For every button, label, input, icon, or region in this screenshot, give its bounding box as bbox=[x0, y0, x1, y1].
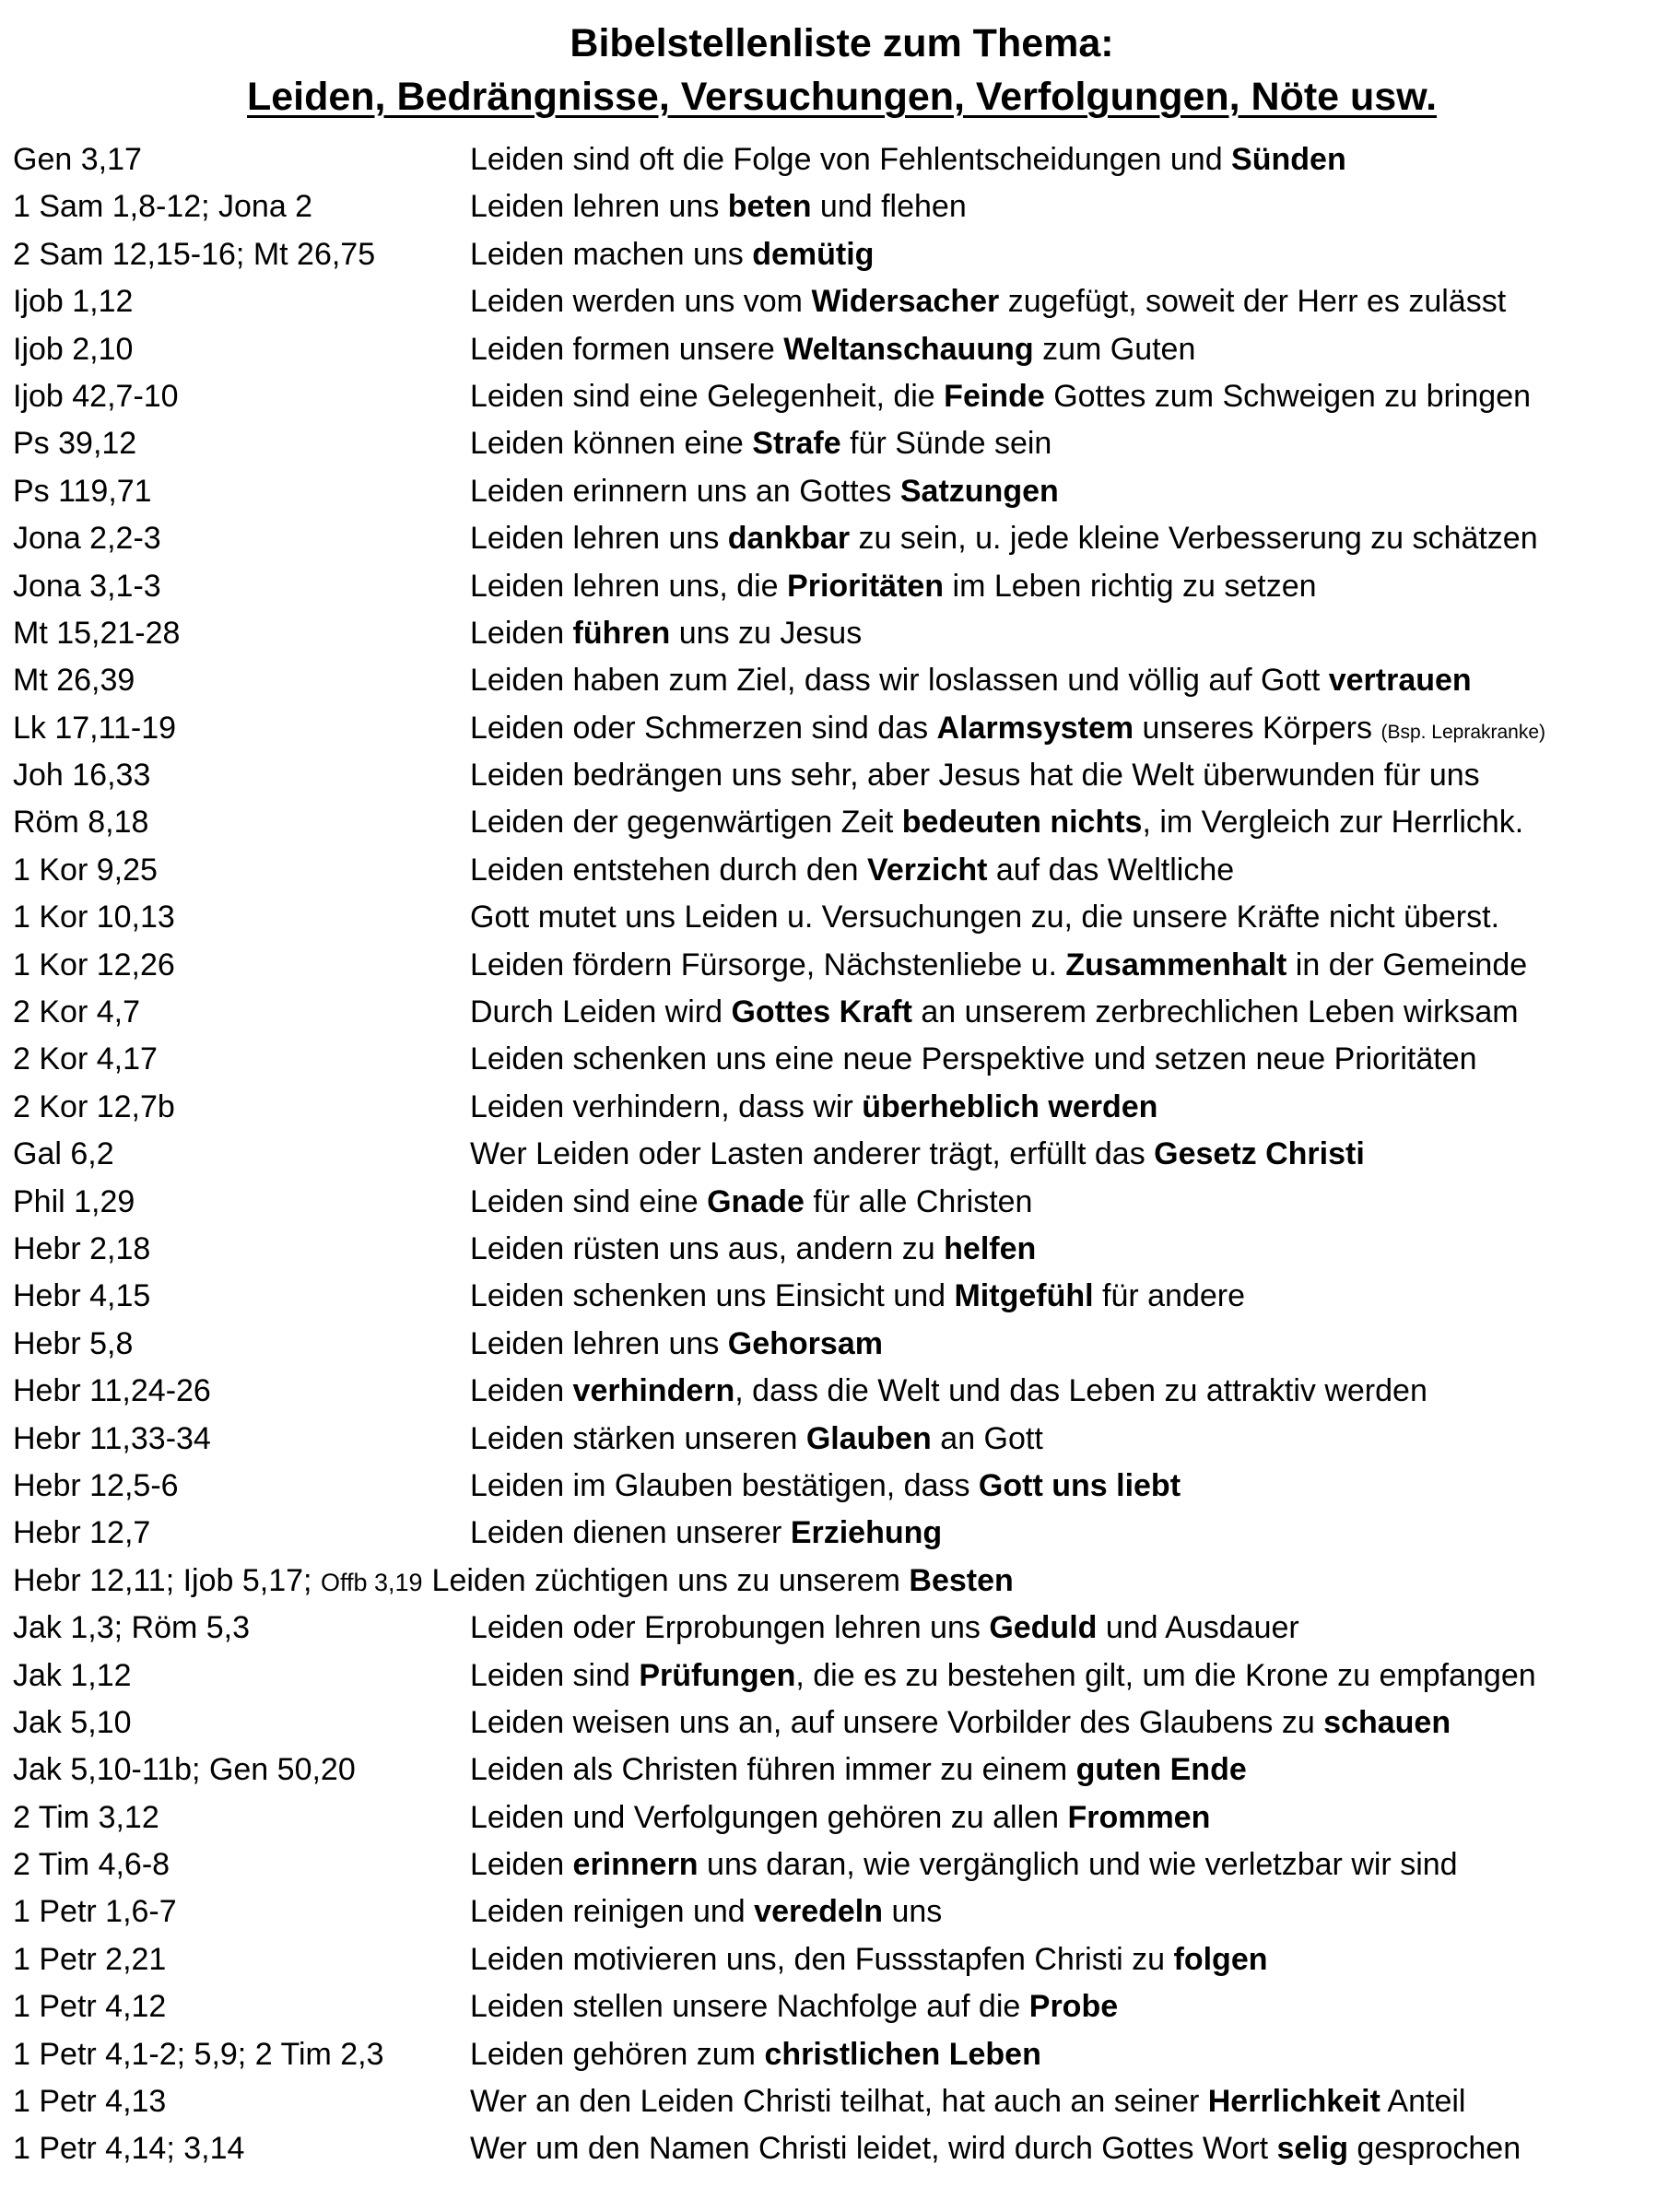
verse-reference bbox=[13, 2078, 470, 2125]
description-text: Leiden bedrängen uns sehr, aber Jesus hat die Welt überwunden für uns bbox=[470, 758, 1480, 794]
description-text: Leiden und Verfolgungen gehören zu allen bbox=[470, 1799, 1068, 1835]
verse-description bbox=[470, 1605, 1671, 1652]
description-text: Leiden züchtigen uns zu unserem bbox=[431, 1562, 910, 1598]
verse-reference-text: Ps 39,12 bbox=[13, 426, 137, 462]
verse-reference-text: 2 Tim 4,6-8 bbox=[13, 1847, 170, 1883]
verse-row bbox=[13, 1321, 1671, 1368]
verse-reference-extra: Offb 3,19 bbox=[320, 1568, 423, 1596]
verse-row bbox=[13, 1131, 1671, 1178]
description-text: Leiden formen unsere bbox=[470, 331, 784, 367]
description-text: Leiden im Glauben bestätigen, dass bbox=[470, 1467, 979, 1503]
verse-reference bbox=[13, 326, 470, 373]
verse-reference-text: Hebr 11,24-26 bbox=[13, 1373, 211, 1409]
verse-reference bbox=[13, 183, 470, 230]
verse-reference bbox=[13, 468, 470, 515]
verse-row bbox=[13, 1936, 1671, 1983]
verse-row bbox=[13, 1747, 1671, 1794]
verse-row bbox=[13, 563, 1671, 610]
description-text: an unserem zerbrechlichen Leben wirksam bbox=[911, 994, 1519, 1030]
verse-reference bbox=[13, 136, 470, 183]
verse-description bbox=[470, 610, 1671, 657]
verse-reference bbox=[13, 1888, 470, 1935]
verse-reference bbox=[13, 2031, 470, 2078]
verse-row bbox=[13, 515, 1671, 562]
verse-description bbox=[470, 136, 1671, 183]
description-text: Leiden als Christen führen immer zu einem bbox=[470, 1752, 1076, 1788]
verse-description bbox=[470, 657, 1671, 704]
description-text: Leiden machen uns bbox=[470, 236, 753, 272]
verse-row bbox=[13, 1653, 1671, 1700]
emphasis-text: Herrlichkeit bbox=[1207, 2084, 1380, 2120]
verse-row bbox=[13, 610, 1671, 657]
verse-reference bbox=[13, 278, 470, 325]
description-text: uns bbox=[883, 1894, 943, 1930]
verse-reference-text: Hebr 12,7 bbox=[13, 1515, 151, 1551]
description-text: Leiden bbox=[470, 1373, 573, 1409]
description-text: Leiden lehren uns bbox=[470, 189, 728, 225]
verse-reference bbox=[13, 657, 470, 704]
verse-reference-text: Hebr 4,15 bbox=[13, 1278, 151, 1314]
description-text: Leiden sind eine bbox=[470, 1183, 708, 1219]
description-text: und flehen bbox=[811, 189, 967, 225]
emphasis-text: Erziehung bbox=[790, 1515, 943, 1551]
description-text: , im Vergleich zur Herrlichk. bbox=[1142, 805, 1524, 841]
emphasis-text: Probe bbox=[1028, 1989, 1119, 2025]
description-text: Wer an den Leiden Christi teilhat, hat auch an seiner bbox=[470, 2084, 1208, 2120]
verse-description bbox=[470, 1226, 1671, 1273]
verse-description bbox=[432, 1558, 1671, 1605]
verse-reference-text: Jak 1,3; Röm 5,3 bbox=[13, 1610, 251, 1646]
verse-row bbox=[13, 1888, 1671, 1935]
verse-reference-text: Ijob 42,7-10 bbox=[13, 378, 179, 414]
verse-row bbox=[13, 1084, 1671, 1131]
verse-reference-text: 2 Tim 3,12 bbox=[13, 1799, 159, 1835]
verse-reference bbox=[13, 1321, 470, 1368]
description-text: Leiden sind bbox=[470, 1657, 640, 1693]
verse-row bbox=[13, 1510, 1671, 1557]
verse-row bbox=[13, 1416, 1671, 1463]
description-text: Leiden lehren uns, die bbox=[470, 568, 788, 604]
description-text: in der Gemeinde bbox=[1286, 947, 1528, 982]
verse-description bbox=[470, 1321, 1671, 1368]
emphasis-text: führen bbox=[572, 615, 671, 651]
description-text: für andere bbox=[1093, 1278, 1246, 1314]
emphasis-text: guten Ende bbox=[1075, 1752, 1247, 1788]
emphasis-text: Gehorsam bbox=[727, 1325, 883, 1361]
verse-reference bbox=[13, 1794, 470, 1841]
emphasis-text: Zusammenhalt bbox=[1065, 947, 1287, 982]
verse-row bbox=[13, 989, 1671, 1036]
verse-reference bbox=[13, 563, 470, 610]
emphasis-text: Sünden bbox=[1231, 142, 1346, 177]
verse-description bbox=[470, 1084, 1671, 1131]
verse-reference bbox=[13, 1936, 470, 1983]
verse-reference bbox=[13, 1700, 470, 1747]
verse-description bbox=[470, 1179, 1671, 1226]
verse-description bbox=[470, 420, 1671, 467]
description-text: zu sein, u. jede kleine Verbesserung zu schätzen bbox=[850, 521, 1538, 557]
description-text: gesprochen bbox=[1347, 2131, 1521, 2167]
emphasis-text: veredeln bbox=[754, 1894, 884, 1930]
verse-description bbox=[470, 1463, 1671, 1510]
verse-reference-text: 1 Sam 1,8-12; Jona 2 bbox=[13, 189, 313, 225]
verse-reference bbox=[13, 515, 470, 562]
description-text: Leiden der gegenwärtigen Zeit bbox=[470, 805, 902, 841]
verse-description bbox=[470, 2031, 1671, 2078]
page-subtitle: Leiden, Bedrängnisse, Versuchungen, Verfolgungen, Nöte usw. bbox=[246, 75, 1438, 119]
verse-reference bbox=[13, 1131, 470, 1178]
description-text: Leiden dienen unserer bbox=[470, 1515, 791, 1551]
verse-reference bbox=[13, 1273, 470, 1320]
emphasis-text: Strafe bbox=[752, 426, 841, 462]
description-text: Leiden erinnern uns an Gottes bbox=[470, 473, 900, 509]
emphasis-text: Gott uns liebt bbox=[978, 1467, 1181, 1503]
emphasis-text: Gesetz Christi bbox=[1154, 1136, 1365, 1172]
verse-row bbox=[13, 1179, 1671, 1226]
verse-description bbox=[470, 373, 1671, 420]
description-text: und Ausdauer bbox=[1097, 1610, 1299, 1646]
verse-description bbox=[470, 1131, 1671, 1178]
verse-row bbox=[13, 1983, 1671, 2030]
description-text: Leiden entstehen durch den bbox=[470, 852, 868, 888]
emphasis-text: Glauben bbox=[805, 1420, 932, 1456]
emphasis-text: Gnade bbox=[707, 1183, 805, 1219]
verse-reference bbox=[13, 1463, 470, 1510]
verse-row bbox=[13, 894, 1671, 941]
description-text: Durch Leiden wird bbox=[470, 994, 732, 1030]
description-text: Leiden bbox=[470, 1847, 573, 1883]
verse-description bbox=[470, 2125, 1671, 2172]
description-text: Leiden weisen uns an, auf unsere Vorbilder des Glaubens zu bbox=[470, 1704, 1324, 1740]
verse-row bbox=[13, 2125, 1671, 2172]
verse-description bbox=[470, 942, 1671, 989]
description-text: Wer Leiden oder Lasten anderer trägt, erfüllt das bbox=[470, 1136, 1155, 1172]
verse-reference-text: 1 Petr 2,21 bbox=[13, 1941, 167, 1977]
verse-description bbox=[470, 1747, 1671, 1794]
description-text: Leiden schenken uns eine neue Perspektive und setzen neue Prioritäten bbox=[470, 1041, 1477, 1077]
verse-reference bbox=[13, 1510, 470, 1557]
description-text: zum Guten bbox=[1033, 331, 1196, 367]
verse-reference bbox=[13, 2125, 470, 2172]
description-text: unseres Körpers bbox=[1134, 710, 1381, 746]
description-text: Leiden werden uns vom bbox=[470, 284, 812, 320]
emphasis-text: Prioritäten bbox=[787, 568, 945, 604]
verse-description bbox=[470, 752, 1671, 799]
emphasis-text: selig bbox=[1276, 2131, 1348, 2167]
verse-row bbox=[13, 1368, 1671, 1415]
emphasis-text: beten bbox=[727, 189, 812, 225]
verse-row bbox=[13, 136, 1671, 183]
verse-reference bbox=[13, 752, 470, 799]
verse-description bbox=[470, 1983, 1671, 2030]
emphasis-text: erinnern bbox=[572, 1847, 699, 1883]
description-text: auf das Weltliche bbox=[987, 852, 1235, 888]
emphasis-text: Satzungen bbox=[899, 473, 1059, 509]
emphasis-text: Gottes Kraft bbox=[731, 994, 912, 1030]
description-text: für alle Christen bbox=[804, 1183, 1033, 1219]
description-text: uns zu Jesus bbox=[670, 615, 863, 651]
verse-reference bbox=[13, 1368, 470, 1415]
description-text: zugefügt, soweit der Herr es zulässt bbox=[999, 284, 1507, 320]
description-text: uns daran, wie vergänglich und wie verletzbar wir sind bbox=[698, 1847, 1458, 1883]
verse-row bbox=[13, 278, 1671, 325]
verse-row bbox=[13, 1605, 1671, 1652]
description-text: Leiden fördern Fürsorge, Nächstenliebe u. bbox=[470, 947, 1066, 982]
description-text: Leiden oder Erprobungen lehren uns bbox=[470, 1610, 990, 1646]
verse-description bbox=[470, 1273, 1671, 1320]
verse-reference-text: Lk 17,11-19 bbox=[13, 710, 177, 746]
verse-reference bbox=[13, 1983, 470, 2030]
verse-row bbox=[13, 1700, 1671, 1747]
verse-reference-text: Hebr 2,18 bbox=[13, 1230, 151, 1266]
verse-reference-text: Mt 15,21-28 bbox=[13, 615, 181, 651]
emphasis-text: überheblich werden bbox=[862, 1088, 1158, 1124]
emphasis-text: schauen bbox=[1323, 1704, 1451, 1740]
verse-reference-text: Röm 8,18 bbox=[13, 805, 149, 841]
verse-reference bbox=[13, 1179, 470, 1226]
verse-reference-text: Hebr 12,11; Ijob 5,17; bbox=[13, 1562, 312, 1598]
verse-reference bbox=[13, 231, 470, 278]
verse-reference-text: 2 Kor 4,7 bbox=[13, 994, 140, 1030]
verse-description bbox=[470, 989, 1671, 1036]
emphasis-text: Alarmsystem bbox=[936, 710, 1134, 746]
bible-verse-list bbox=[13, 136, 1671, 2173]
verse-description bbox=[470, 2078, 1671, 2125]
description-text: Leiden rüsten uns aus, andern zu bbox=[470, 1230, 945, 1266]
verse-reference-text: 2 Kor 4,17 bbox=[13, 1041, 158, 1077]
verse-row bbox=[13, 1036, 1671, 1083]
verse-reference-text: Jona 2,2-3 bbox=[13, 521, 161, 557]
verse-row bbox=[13, 420, 1671, 467]
title-block bbox=[13, 17, 1671, 124]
verse-description bbox=[470, 1653, 1671, 1700]
description-text: Wer um den Namen Christi leidet, wird durch Gottes Wort bbox=[470, 2131, 1277, 2167]
description-text: an Gott bbox=[931, 1420, 1043, 1456]
verse-row bbox=[13, 468, 1671, 515]
verse-description bbox=[470, 1841, 1671, 1888]
verse-reference-text: Mt 26,39 bbox=[13, 663, 135, 699]
verse-description bbox=[470, 468, 1671, 515]
verse-reference bbox=[13, 1084, 470, 1131]
description-text: Leiden verhindern, dass wir bbox=[470, 1088, 863, 1124]
emphasis-text: helfen bbox=[944, 1230, 1037, 1266]
verse-reference bbox=[13, 1841, 470, 1888]
emphasis-text: Prüfungen bbox=[639, 1657, 796, 1693]
verse-reference-text: Ijob 2,10 bbox=[13, 331, 134, 367]
verse-description bbox=[470, 563, 1671, 610]
verse-description bbox=[470, 894, 1671, 941]
verse-row bbox=[13, 1794, 1671, 1841]
verse-row bbox=[13, 1841, 1671, 1888]
verse-row bbox=[13, 705, 1671, 752]
verse-row bbox=[13, 2031, 1671, 2078]
verse-reference bbox=[13, 373, 470, 420]
emphasis-text: folgen bbox=[1173, 1941, 1268, 1977]
verse-description bbox=[470, 1936, 1671, 1983]
verse-description bbox=[470, 1700, 1671, 1747]
verse-description bbox=[470, 183, 1671, 230]
verse-reference bbox=[13, 1558, 423, 1606]
emphasis-text: christlichen Leben bbox=[764, 2036, 1041, 2072]
verse-reference bbox=[13, 942, 470, 989]
verse-reference-text: Hebr 11,33-34 bbox=[13, 1420, 211, 1456]
verse-row bbox=[13, 373, 1671, 420]
verse-description bbox=[470, 231, 1671, 278]
verse-reference-text: 2 Kor 12,7b bbox=[13, 1088, 175, 1124]
verse-reference bbox=[13, 705, 470, 752]
verse-description bbox=[470, 799, 1671, 846]
description-text: Gottes zum Schweigen zu bringen bbox=[1044, 378, 1532, 414]
verse-reference-text: Gal 6,2 bbox=[13, 1136, 114, 1172]
verse-reference-text: Jak 5,10 bbox=[13, 1704, 132, 1740]
verse-reference-text: Jona 3,1-3 bbox=[13, 568, 161, 604]
emphasis-text: bedeuten nichts bbox=[901, 805, 1143, 841]
verse-description bbox=[470, 1510, 1671, 1557]
description-text: Leiden können eine bbox=[470, 426, 753, 462]
description-text: Leiden lehren uns bbox=[470, 521, 728, 557]
verse-reference-text: Hebr 12,5-6 bbox=[13, 1467, 179, 1503]
verse-reference bbox=[13, 989, 470, 1036]
description-text: , die es zu bestehen gilt, um die Krone zu empfangen bbox=[795, 1657, 1536, 1693]
verse-reference bbox=[13, 420, 470, 467]
verse-row bbox=[13, 799, 1671, 846]
verse-description bbox=[470, 1368, 1671, 1415]
verse-reference-text: 1 Petr 1,6-7 bbox=[13, 1894, 177, 1930]
verse-reference-text: Jak 1,12 bbox=[13, 1657, 132, 1693]
verse-row bbox=[13, 1226, 1671, 1273]
description-text: Leiden haben zum Ziel, dass wir loslassen und völlig auf Gott bbox=[470, 663, 1329, 699]
verse-description bbox=[470, 1794, 1671, 1841]
verse-reference bbox=[13, 1416, 470, 1463]
emphasis-text: Weltanschauung bbox=[783, 331, 1034, 367]
emphasis-text: dankbar bbox=[727, 521, 851, 557]
emphasis-text: demütig bbox=[752, 236, 875, 272]
verse-reference-text: 1 Petr 4,12 bbox=[13, 1989, 167, 2025]
verse-description bbox=[470, 847, 1671, 894]
description-text: Leiden oder Schmerzen sind das bbox=[470, 710, 937, 746]
verse-reference-text: Jak 5,10-11b; Gen 50,20 bbox=[13, 1752, 356, 1788]
verse-description bbox=[470, 1416, 1671, 1463]
page-title: Bibelstellenliste zum Thema: bbox=[570, 21, 1114, 65]
description-text: , dass die Welt und das Leben zu attraktiv werden bbox=[734, 1373, 1427, 1409]
verse-reference-text: 1 Kor 12,26 bbox=[13, 947, 175, 982]
description-text: für Sünde sein bbox=[840, 426, 1052, 462]
verse-reference bbox=[13, 799, 470, 846]
emphasis-text: verhindern bbox=[572, 1373, 735, 1409]
verse-row bbox=[13, 1463, 1671, 1510]
description-text: Leiden motivieren uns, den Fussstapfen Christi zu bbox=[470, 1941, 1174, 1977]
verse-reference-text: 1 Petr 4,14; 3,14 bbox=[13, 2131, 245, 2167]
emphasis-text: Widersacher bbox=[811, 284, 1000, 320]
description-text: Leiden lehren uns bbox=[470, 1325, 728, 1361]
verse-reference-text: Ps 119,71 bbox=[13, 473, 152, 509]
verse-row bbox=[13, 657, 1671, 704]
verse-reference-text: Ijob 1,12 bbox=[13, 284, 134, 320]
verse-row bbox=[13, 231, 1671, 278]
description-text: Leiden sind oft die Folge von Fehlentscheidungen und bbox=[470, 142, 1232, 177]
verse-row bbox=[13, 1273, 1671, 1320]
verse-reference-text: Joh 16,33 bbox=[13, 758, 151, 794]
verse-description bbox=[470, 1036, 1671, 1083]
description-text: im Leben richtig zu setzen bbox=[944, 568, 1317, 604]
verse-reference bbox=[13, 1036, 470, 1083]
verse-reference bbox=[13, 894, 470, 941]
verse-description bbox=[470, 705, 1671, 756]
verse-row bbox=[13, 1558, 1671, 1605]
verse-reference-text: 1 Kor 10,13 bbox=[13, 900, 175, 935]
emphasis-text: Verzicht bbox=[867, 852, 988, 888]
verse-reference-text: 1 Petr 4,13 bbox=[13, 2084, 167, 2120]
verse-description bbox=[470, 278, 1671, 325]
verse-reference bbox=[13, 1226, 470, 1273]
emphasis-text: Frommen bbox=[1067, 1799, 1211, 1835]
verse-reference bbox=[13, 1653, 470, 1700]
description-text: Gott mutet uns Leiden u. Versuchungen zu, die unsere Kräfte nicht überst. bbox=[470, 900, 1500, 935]
verse-row bbox=[13, 183, 1671, 230]
verse-reference-text: Gen 3,17 bbox=[13, 142, 142, 177]
description-text: Leiden bbox=[470, 615, 573, 651]
verse-row bbox=[13, 752, 1671, 799]
emphasis-text: Geduld bbox=[989, 1610, 1098, 1646]
verse-row bbox=[13, 2078, 1671, 2125]
emphasis-text: Feinde bbox=[944, 378, 1045, 414]
verse-reference-text: Hebr 5,8 bbox=[13, 1325, 134, 1361]
verse-reference-text: 2 Sam 12,15-16; Mt 26,75 bbox=[13, 236, 376, 272]
verse-row bbox=[13, 942, 1671, 989]
description-text: Leiden reinigen und bbox=[470, 1894, 755, 1930]
verse-reference bbox=[13, 847, 470, 894]
verse-row bbox=[13, 847, 1671, 894]
emphasis-text: vertrauen bbox=[1328, 663, 1472, 699]
verse-description bbox=[470, 1888, 1671, 1935]
verse-row bbox=[13, 326, 1671, 373]
verse-description bbox=[470, 326, 1671, 373]
verse-description bbox=[470, 515, 1671, 562]
description-text: Leiden gehören zum bbox=[470, 2036, 765, 2072]
verse-reference bbox=[13, 1747, 470, 1794]
description-text: Leiden schenken uns Einsicht und bbox=[470, 1278, 955, 1314]
verse-reference-text: 1 Petr 4,1-2; 5,9; 2 Tim 2,3 bbox=[13, 2036, 384, 2072]
emphasis-text: Besten bbox=[909, 1562, 1014, 1598]
note-text: (Bsp. Leprakranke) bbox=[1380, 721, 1546, 743]
verse-reference-text: 1 Kor 9,25 bbox=[13, 852, 158, 888]
description-text: Anteil bbox=[1380, 2084, 1466, 2120]
description-text: Leiden stärken unseren bbox=[470, 1420, 806, 1456]
verse-reference bbox=[13, 610, 470, 657]
description-text: Leiden sind eine Gelegenheit, die bbox=[470, 378, 945, 414]
verse-reference-text: Phil 1,29 bbox=[13, 1183, 135, 1219]
description-text: Leiden stellen unsere Nachfolge auf die bbox=[470, 1989, 1029, 2025]
emphasis-text: Mitgefühl bbox=[954, 1278, 1094, 1314]
verse-reference bbox=[13, 1605, 470, 1652]
